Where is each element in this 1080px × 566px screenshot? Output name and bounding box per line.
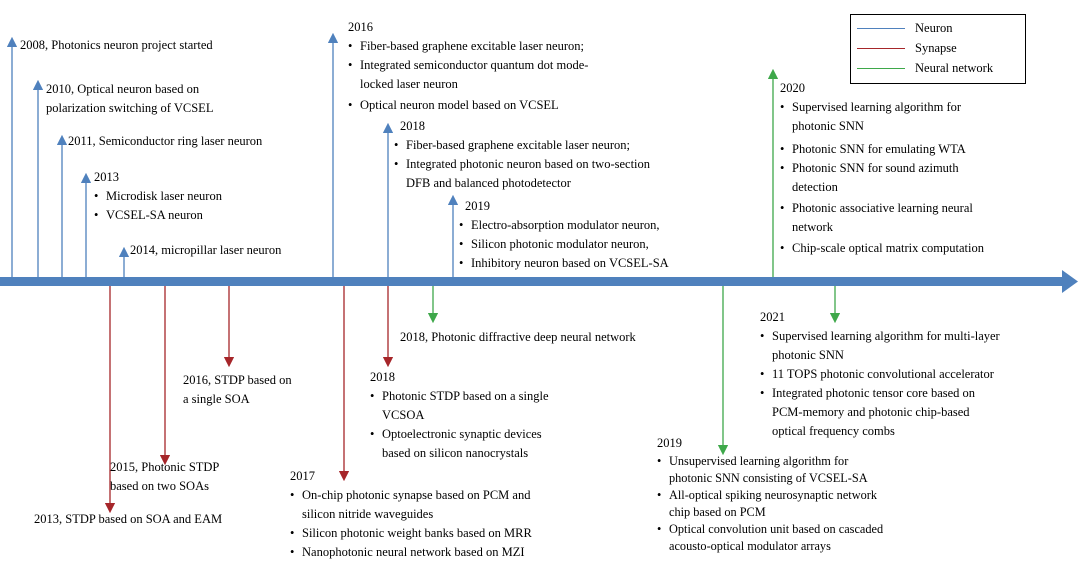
event-2018-neuron-item: • Integrated photonic neuron based on two-section xyxy=(394,155,650,174)
synapse-2018-item: • Photonic STDP based on a single xyxy=(370,387,549,406)
network-2019-item: • Optical convolution unit based on cascaded xyxy=(657,521,883,538)
legend-label-network: Neural network xyxy=(915,61,994,75)
event-2010-line2: polarization switching of VCSEL xyxy=(46,101,214,115)
event-2013 xyxy=(94,168,222,225)
synapse-2013-text: 2013, STDP based on SOA and EAM xyxy=(34,512,223,526)
event-2014 xyxy=(130,241,281,260)
network-2021-item: • Supervised learning algorithm for multi-layer xyxy=(760,327,1000,346)
synapse-2016-line1: 2016, STDP based on xyxy=(183,373,292,387)
synapse-2017-item: • Silicon photonic weight banks based on MRR xyxy=(290,524,532,543)
event-2016-item: • Fiber-based graphene excitable laser neuron; xyxy=(348,37,588,56)
network-2018 xyxy=(400,328,636,347)
network-2019-year: 2019 xyxy=(657,436,682,450)
event-2008-text: 2008, Photonics neuron project started xyxy=(20,38,213,52)
event-2019-neuron-item: • Inhibitory neuron based on VCSEL-SA xyxy=(459,254,669,273)
event-2020-item-cont: detection xyxy=(792,180,838,194)
network-2021-item-cont: photonic SNN xyxy=(772,348,844,362)
event-2016-item-cont: locked laser neuron xyxy=(360,77,458,91)
synapse-2018 xyxy=(370,368,549,463)
event-2020-item-cont: network xyxy=(792,220,833,234)
event-2018-neuron-year: 2018 xyxy=(400,119,425,133)
network-2019-item-cont: chip based on PCM xyxy=(669,505,766,519)
network-2019-item: • All-optical spiking neurosynaptic network xyxy=(657,487,883,504)
synapse-2017-item-cont: silicon nitride waveguides xyxy=(302,507,434,521)
event-2020-item: • Chip-scale optical matrix computation xyxy=(780,239,984,258)
event-2013-item: • VCSEL-SA neuron xyxy=(94,206,222,225)
synapse-2018-year: 2018 xyxy=(370,370,395,384)
event-2019-neuron xyxy=(459,197,669,273)
event-2011 xyxy=(68,132,262,151)
network-2021-year: 2021 xyxy=(760,310,785,324)
legend-line-synapse xyxy=(857,48,905,49)
event-2008 xyxy=(20,36,213,55)
event-2020-item-cont: photonic SNN xyxy=(792,119,864,133)
synapse-2016 xyxy=(183,371,292,409)
timeline-axis-arrowhead xyxy=(1062,270,1078,293)
legend xyxy=(850,14,1026,84)
network-2019-item-cont: acousto-optical modulator arrays xyxy=(669,539,831,553)
network-2021-item-cont: PCM-memory and photonic chip-based xyxy=(772,405,970,419)
event-2013-item: • Microdisk laser neuron xyxy=(94,187,222,206)
network-2021-item-cont: optical frequency combs xyxy=(772,424,895,438)
event-2016 xyxy=(348,18,588,115)
event-2016-year: 2016 xyxy=(348,20,373,34)
synapse-2017-item: • Nanophotonic neural network based on MZI xyxy=(290,543,532,562)
synapse-2017 xyxy=(290,467,532,562)
event-2011-text: 2011, Semiconductor ring laser neuron xyxy=(68,134,263,148)
event-2020-item: • Photonic SNN for sound azimuth xyxy=(780,159,984,178)
event-2016-item: • Integrated semiconductor quantum dot mode- xyxy=(348,56,588,75)
network-2021-item: • 11 TOPS photonic convolutional accelerator xyxy=(760,365,1000,384)
event-2020-item: • Photonic associative learning neural xyxy=(780,199,984,218)
event-2014-text: 2014, micropillar laser neuron xyxy=(130,243,282,257)
event-2019-neuron-item: • Silicon photonic modulator neuron, xyxy=(459,235,669,254)
event-2010 xyxy=(46,80,213,118)
event-2019-neuron-item: • Electro-absorption modulator neuron, xyxy=(459,216,669,235)
synapse-2017-year: 2017 xyxy=(290,469,315,483)
timeline-axis xyxy=(0,277,1062,286)
event-2018-neuron-item-cont: DFB and balanced photodetector xyxy=(406,176,571,190)
synapse-2015 xyxy=(110,458,219,496)
legend-line-neuron xyxy=(857,28,905,29)
network-2018-text: 2018, Photonic diffractive deep neural network xyxy=(400,330,636,344)
network-2021 xyxy=(760,308,1000,441)
synapse-2018-item-cont: based on silicon nanocrystals xyxy=(382,446,529,460)
synapse-2013 xyxy=(34,510,222,529)
event-2019-neuron-year: 2019 xyxy=(465,199,490,213)
event-2016-item: • Optical neuron model based on VCSEL xyxy=(348,96,588,115)
network-2019-item: • Unsupervised learning algorithm for xyxy=(657,453,883,470)
event-2020-item: • Photonic SNN for emulating WTA xyxy=(780,140,984,159)
event-2020-year: 2020 xyxy=(780,81,805,95)
synapse-2015-line2: based on two SOAs xyxy=(110,479,209,493)
network-2019 xyxy=(657,434,883,555)
event-2010-line1: 2010, Optical neuron based on xyxy=(46,82,200,96)
event-2013-year: 2013 xyxy=(94,170,119,184)
event-2020 xyxy=(780,79,984,258)
network-2021-item: • Integrated photonic tensor core based on xyxy=(760,384,1000,403)
event-2018-neuron-item: • Fiber-based graphene excitable laser neuron; xyxy=(394,136,650,155)
synapse-2018-item-cont: VCSOA xyxy=(382,408,425,422)
legend-line-network xyxy=(857,68,905,69)
synapse-2018-item: • Optoelectronic synaptic devices xyxy=(370,425,549,444)
synapse-2017-item: • On-chip photonic synapse based on PCM and xyxy=(290,486,532,505)
legend-label-synapse: Synapse xyxy=(915,41,957,55)
synapse-2015-line1: 2015, Photonic STDP xyxy=(110,460,220,474)
synapse-2016-line2: a single SOA xyxy=(183,392,250,406)
event-2020-item: • Supervised learning algorithm for xyxy=(780,98,984,117)
network-2019-item-cont: photonic SNN consisting of VCSEL-SA xyxy=(669,471,868,485)
event-2018-neuron xyxy=(394,117,650,193)
legend-label-neuron: Neuron xyxy=(915,21,953,35)
